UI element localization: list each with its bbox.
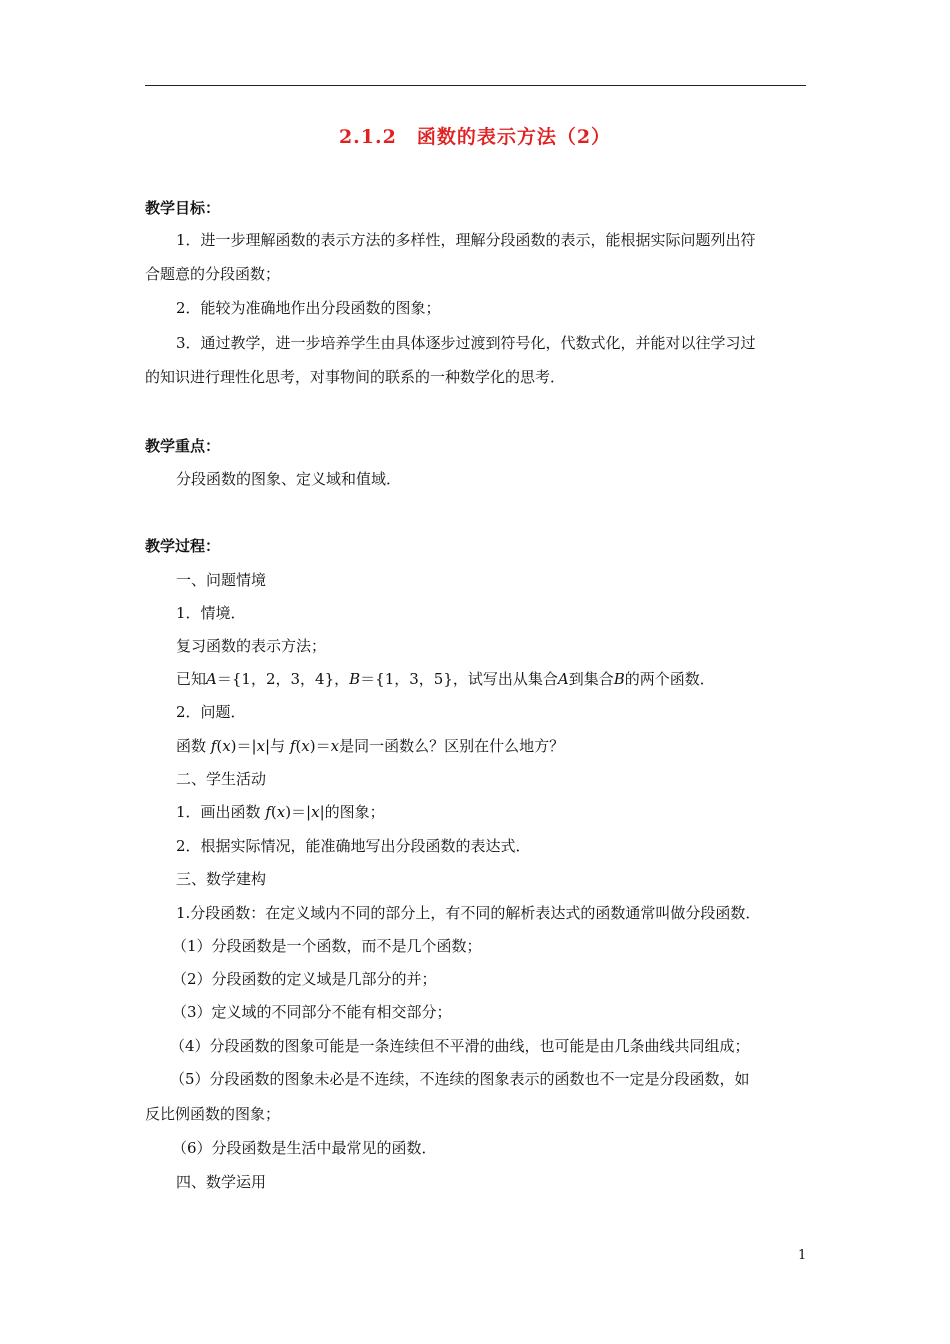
text-fragment: ＝{1，3，5}，试写出从集合 [360,670,558,688]
header-rule [145,85,806,86]
text-fragment: )＝| [230,737,257,755]
section-3-point-1: （1）分段函数是一个函数，而不是几个函数； [172,937,482,955]
math-var: A [206,670,217,688]
text-fragment: ( [270,803,277,821]
math-var: f [289,737,296,755]
text-fragment: ( [216,737,223,755]
text-fragment: 的两个函数． [624,670,715,688]
process-heading: 教学过程： [145,537,221,555]
section-1-item-1: 1．情境． [176,604,246,622]
section-1-heading: 一、问题情境 [176,571,267,589]
math-var: f [265,803,271,821]
section-3-point-3: （3）定义域的不同部分不能有相交部分； [172,1003,452,1021]
objective-1-line-1: 1．进一步理解函数的表示方法的多样性，理解分段函数的表示，能根据实际问题列出符 [176,231,756,249]
math-var: B [613,670,625,688]
section-1-question [176,736,564,756]
text-fragment: ＝{1，2，3，4}， [216,670,350,688]
math-var: A [557,670,569,688]
text-fragment: 到集合 [568,670,614,688]
objective-3-line-1: 3．通过教学，进一步培养学生由具体逐步过渡到符号化，代数式化，并能对以往学习过 [176,334,756,352]
key-points-heading: 教学重点： [145,437,221,455]
section-2-item-2: 2．根据实际情况，能准确地写出分段函数的表达式． [176,837,531,855]
math-var: f [210,737,217,755]
section-3-point-5-line-2: 反比例函数的图象； [145,1105,281,1123]
page-title: 2.1.2 函数的表示方法（2） [338,126,612,148]
section-3-point-6: （6）分段函数是生活中最常见的函数． [172,1139,437,1157]
text-fragment: 1．画出函数 [176,803,266,821]
objective-3-line-2: 的知识进行理性化思考，对事物间的联系的一种数学化的思考． [145,368,566,386]
text-fragment: |的图象； [319,803,385,821]
section-2-heading: 二、学生活动 [176,770,267,788]
section-3-point-5-line-1: （5）分段函数的图象未必是不连续，不连续的图象表示的函数也不一定是分段函数，如 [170,1070,750,1088]
section-2-item-1 [176,802,385,822]
math-var: B [349,670,361,688]
section-3-definition: 1.分段函数：在定义域内不同的部分上，有不同的解析表达式的函数通常叫做分段函数． [176,904,761,922]
math-var: x [276,803,286,821]
text-fragment: 函数 [176,737,211,755]
objective-1-line-2: 合题意的分段函数； [145,265,281,283]
text-fragment: )＝| [285,803,312,821]
text-fragment: 是同一函数么？区别在什么地方？ [339,737,565,755]
text-fragment: )＝ [309,737,331,755]
text-fragment: |与 [265,737,290,755]
section-4-heading: 四、数学运用 [176,1173,267,1191]
section-1-review: 复习函数的表示方法； [176,637,327,655]
math-var: x [222,737,231,755]
text-fragment: ( [295,737,302,755]
section-3-point-4: （4）分段函数的图象可能是一条连续但不平滑的曲线，也可能是由几条曲线共同组成； [170,1037,750,1055]
page-number: 1 [798,1248,807,1263]
objective-2: 2．能较为准确地作出分段函数的图象； [176,299,441,317]
math-var: x [301,737,310,755]
section-3-point-2: （2）分段函数的定义域是几部分的并； [172,970,437,988]
math-var: x [311,803,320,821]
text-fragment: 已知 [176,670,207,688]
math-var: x [256,737,266,755]
section-3-heading: 三、数学建构 [176,870,267,888]
objectives-heading: 教学目标： [145,199,221,217]
section-1-known-sets [176,669,715,689]
key-points-text: 分段函数的图象、定义域和值域． [176,470,402,488]
math-var: x [330,737,340,755]
section-1-item-2: 2．问题． [176,703,246,721]
